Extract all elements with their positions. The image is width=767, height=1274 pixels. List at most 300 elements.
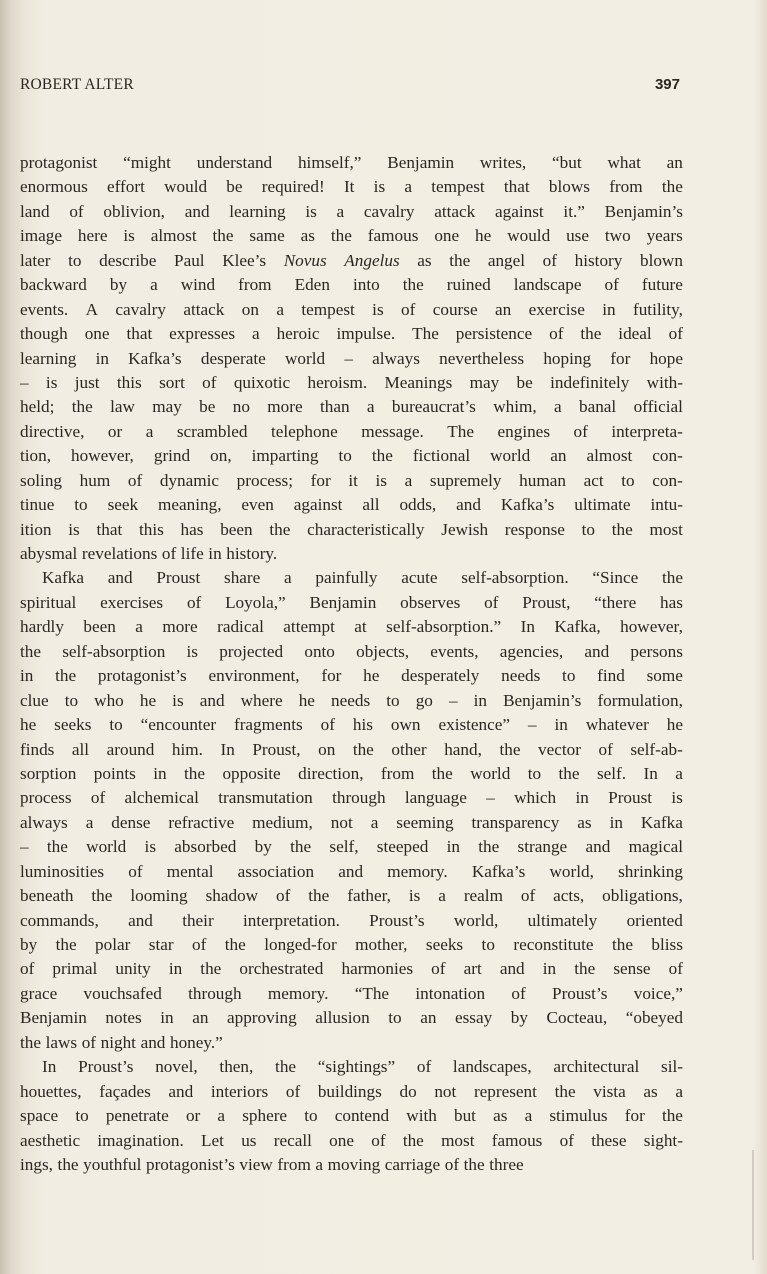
word: commands, xyxy=(20,910,99,930)
text-line xyxy=(20,1031,683,1055)
word: for xyxy=(610,348,631,368)
text-line xyxy=(20,982,683,1006)
word: the xyxy=(200,959,222,979)
word: – xyxy=(20,837,29,857)
word: of xyxy=(416,1057,432,1077)
word: that xyxy=(126,324,153,344)
text-line xyxy=(20,224,683,248)
word: go xyxy=(415,690,433,710)
word: more xyxy=(162,617,198,637)
word: just xyxy=(74,372,100,392)
word: blows xyxy=(548,177,590,197)
word: learning xyxy=(20,348,77,368)
word: us xyxy=(241,1130,257,1150)
word: to xyxy=(562,666,576,686)
word: shadow xyxy=(205,886,259,906)
word: “but xyxy=(552,153,582,172)
word: con- xyxy=(652,470,683,490)
word: the xyxy=(661,568,683,588)
word: unity xyxy=(115,959,151,979)
word: reconstitute xyxy=(513,935,594,954)
word: to xyxy=(338,446,352,466)
word: the xyxy=(91,886,113,906)
word: most xyxy=(441,1130,475,1150)
word: Klee’s xyxy=(222,250,267,270)
page-edge-mark xyxy=(752,1150,754,1260)
word: magical xyxy=(628,837,683,857)
running-head xyxy=(20,76,680,98)
word: as xyxy=(417,250,432,270)
word: formulation, xyxy=(597,690,683,710)
word: of xyxy=(604,275,619,295)
word: hand, xyxy=(444,739,482,759)
word: the xyxy=(330,226,352,246)
word: of xyxy=(559,1130,574,1150)
word: almost xyxy=(150,226,197,246)
word: The xyxy=(447,421,475,441)
word: protagonist xyxy=(20,153,98,172)
word: a xyxy=(554,397,562,417)
word: exercises xyxy=(100,592,164,612)
word: oriented xyxy=(626,910,683,930)
word: oblivion, xyxy=(103,201,165,221)
word: by xyxy=(254,837,272,857)
word: image xyxy=(20,226,62,246)
word: into xyxy=(352,275,380,295)
word: the xyxy=(55,666,77,686)
word: a xyxy=(404,177,412,197)
word: – xyxy=(448,690,458,710)
word: heroism. xyxy=(307,372,368,392)
text-line xyxy=(20,542,683,566)
word: to xyxy=(109,715,123,735)
word: backward xyxy=(20,275,87,295)
word: houettes, xyxy=(20,1081,82,1101)
word: of xyxy=(542,250,557,270)
word: of xyxy=(598,739,613,759)
word: of xyxy=(668,324,683,344)
word: space xyxy=(20,1106,59,1126)
text-line xyxy=(20,811,683,835)
word: a xyxy=(404,470,413,490)
word: learning xyxy=(229,201,286,221)
text-line xyxy=(20,738,683,762)
word: process; xyxy=(236,470,293,490)
page-edge-shadow xyxy=(753,0,767,1274)
word: world xyxy=(490,446,531,466)
word: Eden xyxy=(294,275,330,295)
word: of xyxy=(285,1081,301,1101)
word: in xyxy=(168,959,183,979)
word: the xyxy=(71,397,93,417)
word: primal xyxy=(52,959,98,979)
word: represent xyxy=(473,1081,537,1101)
word: view xyxy=(239,1154,273,1174)
word: self-ab- xyxy=(630,739,683,759)
word: use xyxy=(566,226,589,246)
word: but xyxy=(453,1106,476,1126)
word: from xyxy=(609,177,643,197)
word: engines xyxy=(497,421,551,441)
word: interiors xyxy=(210,1081,269,1101)
word: it xyxy=(348,470,358,490)
word: Benjamin xyxy=(309,592,377,612)
word: for xyxy=(310,470,331,490)
word: in xyxy=(20,666,34,686)
word: in xyxy=(446,837,460,857)
word: history xyxy=(574,250,623,270)
word: the xyxy=(661,177,683,197)
word: attempt xyxy=(283,617,335,637)
word: a xyxy=(251,324,260,344)
word: the xyxy=(611,519,633,539)
word: of xyxy=(484,592,499,612)
word: – xyxy=(344,348,353,368)
word: an xyxy=(192,1008,209,1028)
word: ultimately xyxy=(527,910,598,930)
word: is xyxy=(375,470,387,490)
word: alchemical xyxy=(124,788,199,808)
word: banal xyxy=(578,397,617,417)
word: always xyxy=(20,812,68,832)
word: as xyxy=(577,812,592,832)
word: is xyxy=(373,177,386,197)
word: events. xyxy=(20,299,69,319)
paragraph xyxy=(20,1055,683,1177)
word: odds, xyxy=(399,495,437,515)
word: Benjamin’s xyxy=(604,201,683,221)
word: scrambled xyxy=(176,421,248,441)
word: persistence xyxy=(455,324,533,344)
word: steeped xyxy=(376,837,429,857)
word: is xyxy=(144,837,157,857)
text-line xyxy=(20,566,683,590)
word: in xyxy=(473,690,487,710)
paragraph xyxy=(20,151,683,566)
word: sort xyxy=(159,372,185,392)
word: to xyxy=(386,690,400,710)
word: It xyxy=(343,177,355,197)
word: and xyxy=(199,690,225,710)
word: needs xyxy=(501,666,541,686)
word: be xyxy=(226,177,243,197)
word: held; xyxy=(20,397,55,417)
word: In xyxy=(42,1057,57,1077)
word: honey.” xyxy=(169,1032,223,1052)
word: a xyxy=(438,886,446,906)
word: he xyxy=(363,666,380,686)
word: even xyxy=(241,495,274,515)
word: a xyxy=(675,1081,683,1101)
word: one xyxy=(434,226,460,246)
word: as xyxy=(643,1081,658,1101)
word: tinue xyxy=(20,495,55,515)
word: transparency xyxy=(471,812,560,832)
word: is xyxy=(123,226,135,246)
word: telephone xyxy=(270,421,338,441)
word: Loyola,” xyxy=(225,592,286,612)
word: these xyxy=(591,1130,627,1150)
word: in xyxy=(554,715,568,735)
word: star xyxy=(148,935,174,954)
word: and xyxy=(168,1081,194,1101)
word: of xyxy=(202,372,217,392)
word: attack xyxy=(183,299,225,319)
word: seek xyxy=(107,495,139,515)
word: imparting xyxy=(251,446,319,466)
word: attack xyxy=(434,201,476,221)
word: dense xyxy=(111,812,151,832)
text-line xyxy=(20,1129,683,1153)
word: then, xyxy=(219,1057,254,1077)
word: and xyxy=(128,910,153,930)
word: to xyxy=(621,470,635,490)
word: night xyxy=(100,1032,136,1052)
word: to xyxy=(75,1106,89,1126)
word: Angelus xyxy=(344,250,400,270)
paragraph xyxy=(20,566,683,1055)
word: In xyxy=(220,739,235,759)
word: Kafka’s xyxy=(471,861,526,881)
word: abysmal xyxy=(20,544,78,563)
word: cavalry xyxy=(363,201,415,221)
word: more xyxy=(267,397,303,417)
word: and xyxy=(184,201,210,221)
word: meaning, xyxy=(158,495,222,515)
word: observes xyxy=(400,592,461,612)
word: same xyxy=(249,226,285,246)
word: medium, xyxy=(252,812,313,832)
word: may xyxy=(152,397,182,417)
word: association xyxy=(237,861,315,881)
word: is xyxy=(172,690,184,710)
word: an xyxy=(494,299,512,319)
word: absorbed xyxy=(174,837,237,857)
text-line xyxy=(20,1153,683,1177)
word: be xyxy=(199,397,216,417)
word: three xyxy=(489,1154,524,1174)
word: to xyxy=(74,495,88,515)
word: or xyxy=(107,421,123,441)
word: polar xyxy=(95,935,131,954)
text-line xyxy=(20,322,683,346)
word: points xyxy=(93,763,136,783)
text-line xyxy=(20,640,683,664)
word: hoping xyxy=(543,348,592,368)
word: of xyxy=(520,886,536,906)
word: a xyxy=(370,812,379,832)
word: characteristically xyxy=(307,519,425,539)
word: be xyxy=(516,372,533,392)
word: mother, xyxy=(355,935,408,954)
word: Proust’s xyxy=(369,910,425,930)
word: is xyxy=(305,201,317,221)
word: refractive xyxy=(168,812,235,832)
word: some xyxy=(646,666,683,686)
word: desperate xyxy=(200,348,266,368)
word: of xyxy=(128,861,143,881)
word: ition xyxy=(20,519,52,539)
word: “sightings” xyxy=(317,1057,396,1077)
word: and xyxy=(338,861,364,881)
word: the xyxy=(371,446,393,466)
word: do xyxy=(399,1081,417,1101)
word: “The xyxy=(354,983,390,1003)
word: a xyxy=(85,812,94,832)
word: find xyxy=(597,666,625,686)
word: the xyxy=(275,1057,297,1077)
word: beneath xyxy=(20,886,74,906)
word: life xyxy=(180,544,204,563)
word: the xyxy=(55,935,77,954)
running-head-author: ROBERT ALTER xyxy=(20,76,134,93)
word: Paul xyxy=(174,250,205,270)
word: Kafka’s xyxy=(500,495,555,515)
word: bliss xyxy=(651,935,683,954)
word: self. xyxy=(596,763,627,783)
word: he xyxy=(20,715,37,735)
text-line xyxy=(20,713,683,737)
word: on xyxy=(241,299,259,319)
word: famous xyxy=(367,226,419,246)
word: the xyxy=(478,837,500,857)
word: an xyxy=(420,1008,437,1028)
text-line xyxy=(20,395,683,419)
word: of xyxy=(371,1130,386,1150)
word: world, xyxy=(453,910,499,930)
word: writes, xyxy=(479,153,527,172)
word: effort xyxy=(107,177,145,197)
text-line xyxy=(20,444,683,468)
word: Benjamin’s xyxy=(503,690,582,710)
word: their xyxy=(182,910,214,930)
word: radical xyxy=(217,617,264,637)
word: desperately xyxy=(401,666,480,686)
word: protagonist’s xyxy=(97,666,187,686)
word: soling xyxy=(20,470,63,490)
word: one xyxy=(84,324,110,344)
word: tempest xyxy=(431,177,485,197)
word: futility, xyxy=(632,299,683,319)
word: agencies, xyxy=(499,641,564,661)
word: where xyxy=(240,690,283,710)
word: con- xyxy=(652,446,683,466)
word: a xyxy=(675,763,683,783)
word: aesthetic xyxy=(20,1130,81,1150)
word: world, xyxy=(549,861,594,881)
word: notes xyxy=(105,1008,142,1028)
word: through xyxy=(188,983,242,1003)
word: through xyxy=(332,788,386,808)
word: blown xyxy=(639,250,683,270)
text-line xyxy=(20,615,683,639)
word: landscapes, xyxy=(452,1057,532,1077)
word: existence” xyxy=(438,715,511,735)
word: no xyxy=(232,397,250,417)
word: onto xyxy=(304,641,335,661)
word: is xyxy=(408,886,421,906)
text-line xyxy=(20,151,683,175)
text-line xyxy=(20,298,683,322)
word: revelations xyxy=(81,544,158,563)
word: cavalry xyxy=(115,299,166,319)
word: to xyxy=(527,763,542,783)
word: novel, xyxy=(155,1057,198,1077)
word: here xyxy=(77,226,108,246)
word: almost xyxy=(586,446,633,466)
text-line xyxy=(20,347,683,371)
word: process xyxy=(20,788,72,808)
word: wind xyxy=(180,275,216,295)
word: of xyxy=(186,592,202,612)
word: which xyxy=(514,788,557,808)
word: of xyxy=(161,544,177,563)
word: land xyxy=(20,201,50,221)
word: the xyxy=(558,763,580,783)
word: of xyxy=(81,1032,97,1052)
word: the xyxy=(184,763,206,783)
page-number: 397 xyxy=(654,76,680,93)
word: the xyxy=(224,935,246,954)
word: of xyxy=(549,324,564,344)
word: harmonies xyxy=(341,959,414,979)
word: in xyxy=(153,763,167,783)
word: finds xyxy=(20,739,55,759)
word: him. xyxy=(171,739,203,759)
word: in xyxy=(208,544,222,563)
word: from xyxy=(238,275,272,295)
word: mental xyxy=(166,861,214,881)
word: language xyxy=(404,788,467,808)
word: angel xyxy=(487,250,526,270)
word: – xyxy=(20,372,29,392)
word: however, xyxy=(620,617,683,637)
word: what xyxy=(607,153,641,172)
word: impulse. xyxy=(336,324,396,344)
word: interpreta- xyxy=(611,421,683,441)
word: a xyxy=(217,1106,226,1126)
word: the xyxy=(661,1106,683,1126)
word: other xyxy=(391,739,427,759)
word: human xyxy=(519,470,566,490)
word: to xyxy=(581,519,596,539)
word: A xyxy=(85,299,99,319)
word: in xyxy=(160,1008,174,1028)
word: in xyxy=(609,812,623,832)
word: of xyxy=(573,421,588,441)
word: opposite xyxy=(222,763,281,783)
text-line xyxy=(20,273,683,297)
word: a xyxy=(135,617,143,637)
word: whim, xyxy=(493,397,537,417)
word: been xyxy=(83,617,116,637)
word: clue xyxy=(20,690,49,710)
word: of xyxy=(511,983,526,1003)
word: the xyxy=(402,1130,424,1150)
text-line xyxy=(20,591,683,615)
text-line xyxy=(20,1055,683,1079)
word: vouchsafed xyxy=(83,983,162,1003)
word: and xyxy=(584,641,610,661)
word: in xyxy=(95,348,109,368)
word: the xyxy=(431,763,453,783)
word: to xyxy=(388,1008,402,1028)
word: and xyxy=(499,959,525,979)
word: response xyxy=(504,519,565,539)
word: of xyxy=(69,201,84,221)
word: a xyxy=(336,201,345,221)
word: In xyxy=(643,763,658,783)
